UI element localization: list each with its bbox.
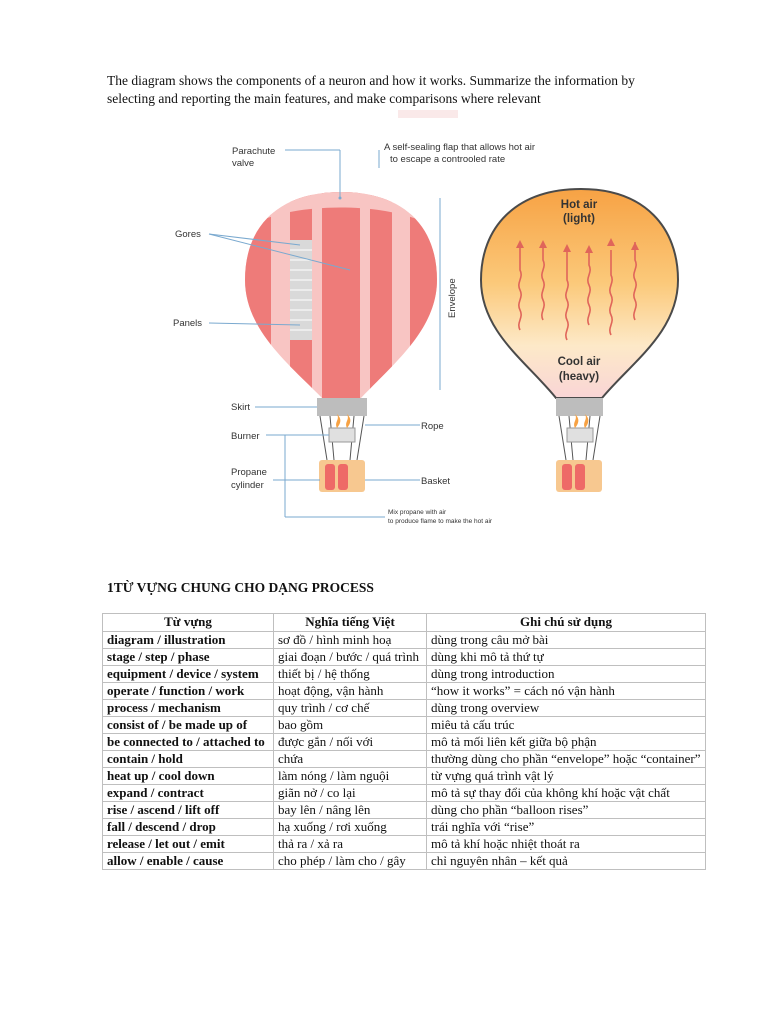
term-cell: expand / contract: [103, 785, 274, 802]
term-cell: rise / ascend / lift off: [103, 802, 274, 819]
flame-icon: [584, 414, 588, 428]
parachute-valve-label: Parachute: [232, 146, 276, 157]
note-cell: mô tả sự thay đổi của không khí hoặc vật chất: [427, 785, 706, 802]
note-cell: “how it works” = cách nó vận hành: [427, 683, 706, 700]
hot-air-label: Hot air: [560, 199, 598, 211]
propane-cylinder-right: [575, 464, 585, 490]
term-cell: release / let out / emit: [103, 836, 274, 853]
mix-note: Mix propane with air: [388, 509, 447, 516]
hot-cool-air-balloon: [481, 189, 678, 398]
meaning-cell: làm nóng / làm nguội: [274, 768, 427, 785]
table-header-row: [103, 614, 706, 632]
term-cell: heat up / cool down: [103, 768, 274, 785]
basket-label: Basket: [421, 476, 451, 487]
skirt-right: [556, 398, 603, 416]
meaning-cell: giãn nở / co lại: [274, 785, 427, 802]
section-title: 1TỪ VỰNG CHUNG CHO DẠNG PROCESS: [107, 580, 374, 595]
term-cell: process / mechanism: [103, 700, 274, 717]
meaning-cell: sơ đồ / hình minh hoạ: [274, 632, 427, 649]
term-cell: stage / step / phase: [103, 649, 274, 666]
table-row: [103, 751, 706, 768]
propane-label: Propane: [231, 467, 267, 478]
skirt-label: Skirt: [231, 402, 250, 413]
table-row: [103, 632, 706, 649]
hot-air-label-2: (light): [563, 213, 595, 225]
cool-air-label-2: (heavy): [558, 371, 600, 383]
meaning-cell: hoạt động, vận hành: [274, 683, 427, 700]
note-cell: từ vựng quá trình vật lý: [427, 768, 706, 785]
table-row: [103, 734, 706, 751]
mix-note-2: to produce flame to make the hot air: [388, 518, 493, 525]
propane-cylinder: [325, 464, 335, 490]
table-row: [103, 700, 706, 717]
note-cell: dùng khi mô tả thứ tự: [427, 649, 706, 666]
note-cell: miêu tả cấu trúc: [427, 717, 706, 734]
meaning-cell: được gắn / nối với: [274, 734, 427, 751]
meaning-cell: quy trình / cơ chế: [274, 700, 427, 717]
table-row: [103, 768, 706, 785]
flap-note-2: to escape a controoled rate: [390, 154, 506, 165]
table-row: [103, 836, 706, 853]
table-row: [103, 649, 706, 666]
table-row: [103, 666, 706, 683]
burner-label: Burner: [231, 431, 260, 442]
note-cell: mô tả khí hoặc nhiệt thoát ra: [427, 836, 706, 853]
parachute-valve-label-2: valve: [232, 158, 255, 169]
meaning-cell: hạ xuống / rơi xuống: [274, 819, 427, 836]
term-cell: diagram / illustration: [103, 632, 274, 649]
envelope-label: Envelope: [447, 278, 458, 318]
meaning-cell: bao gồm: [274, 717, 427, 734]
note-cell: dùng cho phần “balloon rises”: [427, 802, 706, 819]
flame-icon: [336, 414, 340, 428]
term-cell: operate / function / work: [103, 683, 274, 700]
cool-air-label: Cool air: [557, 356, 601, 368]
note-cell: dùng trong câu mở bài: [427, 632, 706, 649]
term-cell: allow / enable / cause: [103, 853, 274, 870]
term-cell: contain / hold: [103, 751, 274, 768]
gores-label: Gores: [175, 229, 201, 240]
table-row: [103, 785, 706, 802]
propane-label-2: cylinder: [231, 480, 264, 491]
column-header-note: Ghi chú sử dụng: [427, 614, 706, 632]
balloon-envelope: [245, 190, 440, 405]
flame-icon: [346, 414, 350, 428]
term-cell: consist of / be made up of: [103, 717, 274, 734]
meaning-cell: thiết bị / hệ thống: [274, 666, 427, 683]
column-header-meaning: Nghĩa tiếng Việt: [274, 614, 427, 632]
burner-right: [567, 428, 593, 442]
note-cell: chỉ nguyên nhân – kết quả: [427, 853, 706, 870]
table-row: [103, 802, 706, 819]
note-cell: mô tả mối liên kết giữa bộ phận: [427, 734, 706, 751]
flame-icon: [574, 414, 578, 428]
skirt: [317, 398, 367, 416]
intro-paragraph: The diagram shows the components of a neuron and how it works. Summarize the information by selecting and reporting the main features, and make comparisons where relevant: [107, 73, 635, 106]
term-cell: fall / descend / drop: [103, 819, 274, 836]
note-cell: trái nghĩa với “rise”: [427, 819, 706, 836]
meaning-cell: bay lên / nâng lên: [274, 802, 427, 819]
propane-cylinder-right: [562, 464, 572, 490]
panels-label: Panels: [173, 318, 203, 329]
vocabulary-table: [102, 613, 706, 870]
term-cell: be connected to / attached to: [103, 734, 274, 751]
table-row: [103, 853, 706, 870]
note-cell: thường dùng cho phần “envelope” hoặc “container”: [427, 751, 706, 768]
table-row: [103, 683, 706, 700]
term-cell: equipment / device / system: [103, 666, 274, 683]
meaning-cell: cho phép / làm cho / gây: [274, 853, 427, 870]
table-row: [103, 717, 706, 734]
meaning-cell: thả ra / xả ra: [274, 836, 427, 853]
table-row: [103, 819, 706, 836]
note-cell: dùng trong introduction: [427, 666, 706, 683]
propane-cylinder: [338, 464, 348, 490]
meaning-cell: giai đoạn / bước / quá trình: [274, 649, 427, 666]
rope-label: Rope: [421, 421, 444, 432]
flap-note: A self-sealing flap that allows hot air: [384, 142, 536, 153]
burner: [329, 428, 355, 442]
column-header-term: Từ vựng: [103, 614, 274, 632]
meaning-cell: chứa: [274, 751, 427, 768]
note-cell: dùng trong overview: [427, 700, 706, 717]
